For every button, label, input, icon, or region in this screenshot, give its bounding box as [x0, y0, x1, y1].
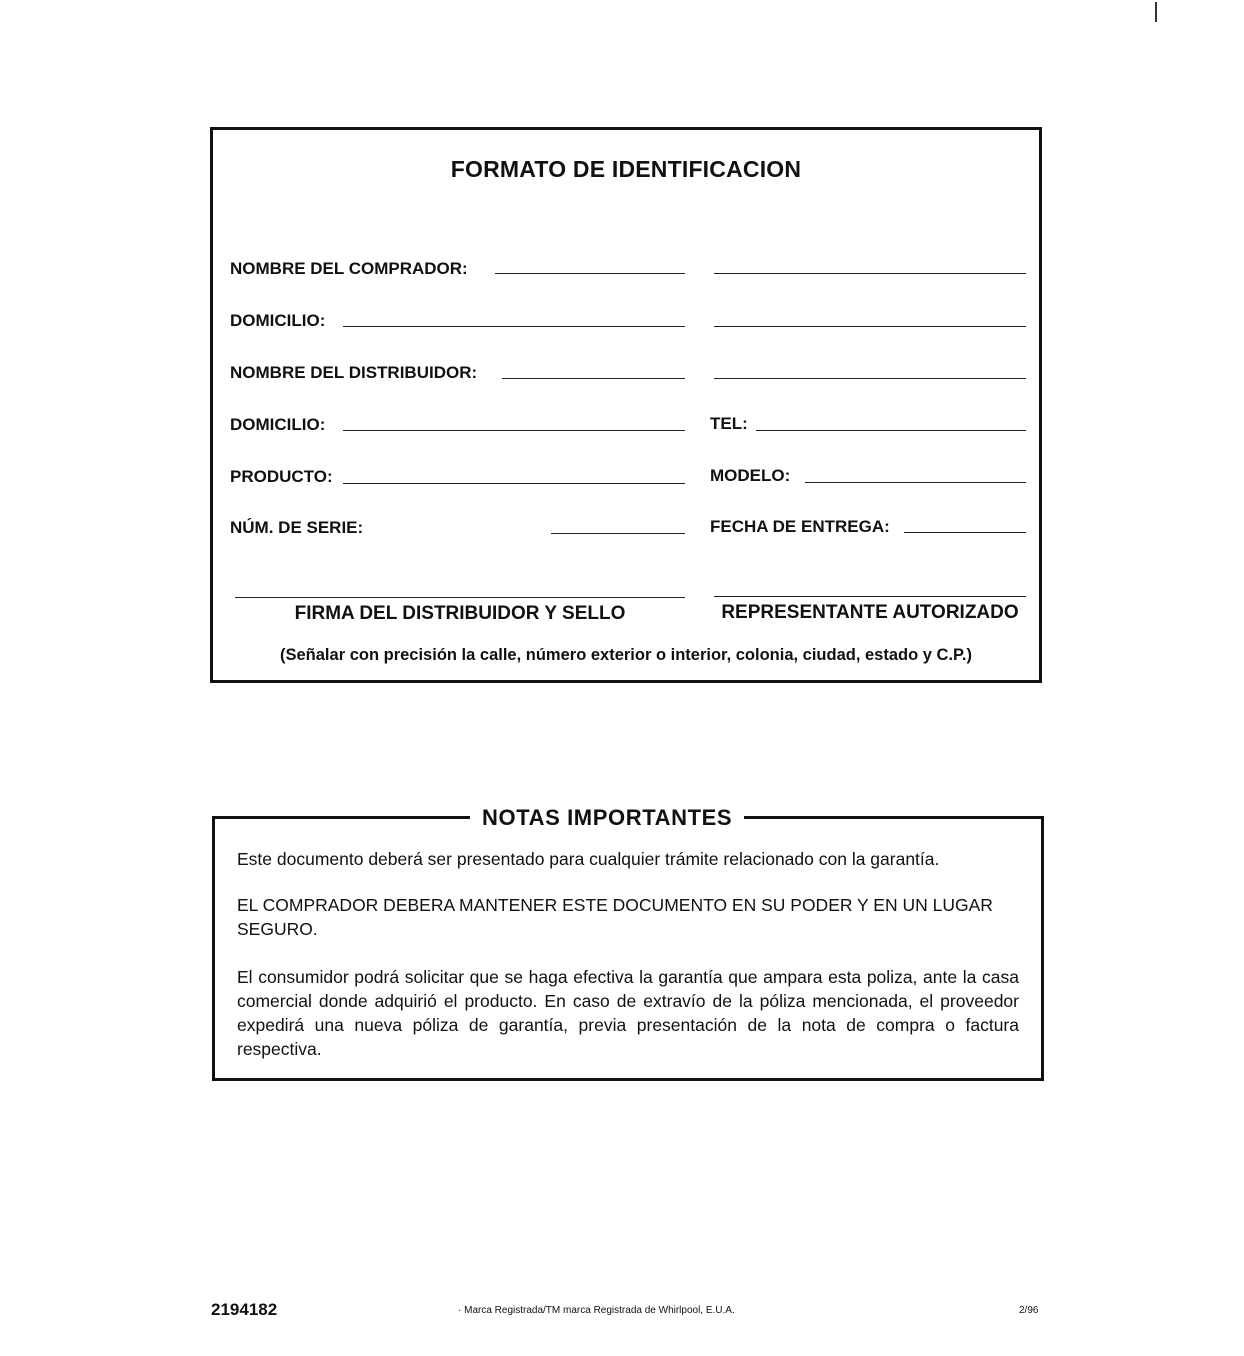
- field-distribuidor-line-2[interactable]: [714, 378, 1026, 379]
- trademark-notice: · Marca Registrada/TM marca Registrada de Whirlpool, E.U.A.: [458, 1305, 735, 1316]
- field-fecha-entrega-line[interactable]: [904, 532, 1026, 533]
- document-code: 2194182: [211, 1300, 278, 1319]
- identification-form: [210, 127, 1042, 683]
- important-notes-box: [212, 805, 1044, 1081]
- field-modelo-line[interactable]: [805, 482, 1026, 483]
- signature-representante-line[interactable]: [714, 596, 1026, 597]
- signature-distribuidor-line[interactable]: [235, 597, 685, 598]
- signature-distribuidor-label: FIRMA DEL DISTRIBUIDOR Y SELLO: [294, 603, 626, 624]
- document-date: 2/96: [1019, 1305, 1039, 1316]
- field-comprador-line[interactable]: [495, 273, 685, 274]
- form-title: FORMATO DE IDENTIFICACION: [450, 156, 802, 182]
- address-instruction: (Señalar con precisión la calle, número exterior o interior, colonia, ciudad, estado y C.P.): [280, 646, 972, 664]
- margin-mark: [1155, 2, 1157, 22]
- field-num-serie-line[interactable]: [551, 533, 685, 534]
- notes-paragraph-2: EL COMPRADOR DEBERA MANTENER ESTE DOCUMENTO EN SU PODER Y EN UN LUGAR SEGURO.: [237, 895, 993, 939]
- label-producto: PRODUCTO:: [230, 467, 333, 486]
- label-distribuidor: NOMBRE DEL DISTRIBUIDOR:: [230, 363, 478, 382]
- label-num-serie: NÚM. DE SERIE:: [230, 518, 364, 537]
- label-fecha-entrega: FECHA DE ENTREGA:: [710, 517, 890, 536]
- notes-title: NOTAS IMPORTANTES: [470, 805, 744, 831]
- notes-paragraph-1: Este documento deberá ser presentado para cualquier trámite relacionado con la garantía.: [237, 849, 940, 869]
- label-domicilio-distribuidor: DOMICILIO:: [230, 415, 326, 434]
- label-tel: TEL:: [710, 414, 748, 433]
- field-comprador-line-2[interactable]: [714, 273, 1026, 274]
- field-domicilio-comprador-line[interactable]: [343, 326, 685, 327]
- field-domicilio-comprador-line-2[interactable]: [714, 326, 1026, 327]
- field-tel-line[interactable]: [756, 430, 1026, 431]
- field-producto-line[interactable]: [343, 483, 685, 484]
- notes-paragraph-3: El consumidor podrá solicitar que se haga efectiva la garantía que ampara esta poliza, ante la casa comercial donde adquirió el producto. En caso de extravío de la póliza mencionada, el proveedor expedirá una nueva póliza de garantía, previa presentación de la nota de compra o factura respectiva.: [237, 967, 1019, 1059]
- field-distribuidor-line[interactable]: [502, 378, 685, 379]
- label-modelo: MODELO:: [710, 466, 791, 485]
- field-domicilio-distribuidor-line[interactable]: [343, 430, 685, 431]
- label-domicilio-comprador: DOMICILIO:: [230, 311, 326, 330]
- label-comprador: NOMBRE DEL COMPRADOR:: [230, 259, 468, 278]
- signature-representante-label: REPRESENTANTE AUTORIZADO: [721, 602, 1019, 623]
